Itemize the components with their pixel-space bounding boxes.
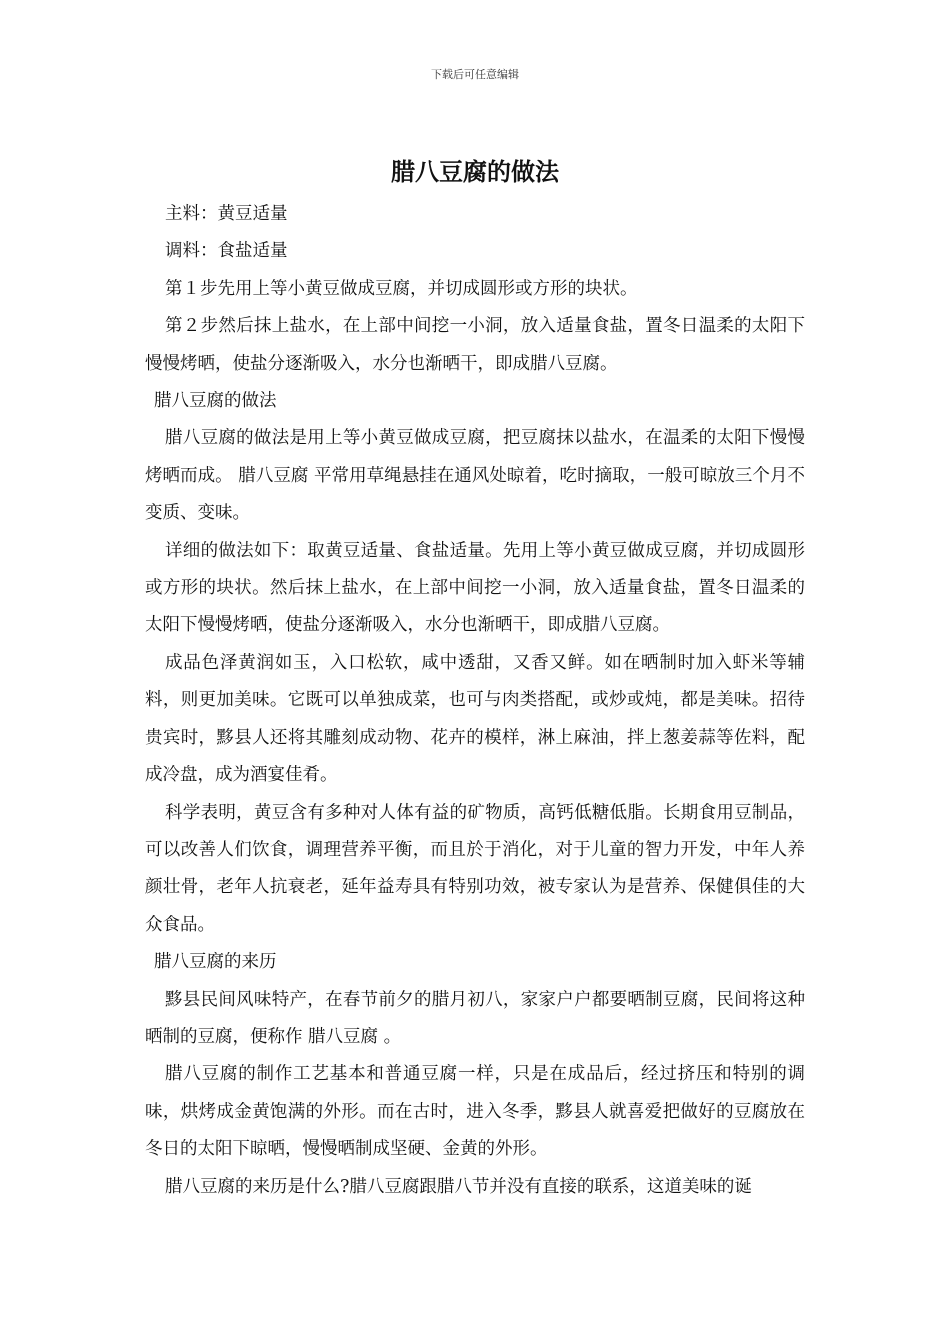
section-heading-method: 腊八豆腐的做法 xyxy=(154,391,277,412)
page-header-note: 下载后可任意编辑 xyxy=(431,68,519,81)
paragraph-origin-3: 腊八豆腐的来历是什么?腊八豆腐跟腊八节并没有直接的联系，这道美味的诞 xyxy=(165,1176,752,1197)
main-ingredient: 主料：黄豆适量 xyxy=(165,204,288,224)
paragraph-nutrition: 科学表明，黄豆含有多种对人体有益的矿物质，高钙低糖低脂。长期食用豆制品，可以改善人们饮食，调理营养平衡，而且於于消化，对于儿童的智力开发，中年人养颜壮骨，老年人抗衰老，延年益寿具有特别功效，被专家认为是营养、保健俱佳的大众食品。 xyxy=(145,802,805,935)
section-heading-origin: 腊八豆腐的来历 xyxy=(154,952,277,973)
page-title: 腊八豆腐的做法 xyxy=(391,158,559,186)
document-body xyxy=(145,196,805,1206)
paragraph-method: 腊八豆腐的做法是用上等小黄豆做成豆腐，把豆腐抹以盐水，在温柔的太阳下慢慢烤晒而成。 腊八豆腐 平常用草绳悬挂在通风处晾着，吃时摘取，一般可晾放三个月不变质、变味。 xyxy=(145,428,805,524)
step-1: 第１步先用上等小黄豆做成豆腐，并切成圆形或方形的块状。 xyxy=(165,278,638,299)
step-2: 第２步然后抹上盐水，在上部中间挖一小洞，放入适量食盐，置冬日温柔的太阳下慢慢烤晒，使盐分逐渐吸入，水分也渐晒干，即成腊八豆腐。 xyxy=(145,316,805,374)
paragraph-origin-2: 腊八豆腐的制作工艺基本和普通豆腐一样，只是在成品后，经过挤压和特别的调味，烘烤成金黄饱满的外形。而在古时，进入冬季，黟县人就喜爱把做好的豆腐放在冬日的太阳下晾晒，慢慢晒制成坚硬、金黄的外形。 xyxy=(145,1064,805,1160)
paragraph-product-quality: 成品色泽黄润如玉，入口松软，咸中透甜，又香又鲜。如在晒制时加入虾米等辅料，则更加美味。它既可以单独成菜，也可与肉类搭配，或炒或炖，都是美味。招待贵宾时，黟县人还将其雕刻成动物、花卉的模样，淋上麻油，拌上葱姜蒜等佐料，配成冷盘，成为酒宴佳肴。 xyxy=(145,652,805,786)
seasoning: 调料：食盐适量 xyxy=(165,241,288,262)
paragraph-origin-1: 黟县民间风味特产，在春节前夕的腊月初八，家家户户都要晒制豆腐，民间将这种晒制的豆腐，便称作 腊八豆腐 。 xyxy=(145,989,805,1047)
paragraph-detailed-method: 详细的做法如下：取黄豆适量、食盐适量。先用上等小黄豆做成豆腐，并切成圆形或方形的块状。然后抹上盐水，在上部中间挖一小洞，放入适量食盐，置冬日温柔的太阳下慢慢烤晒，使盐分逐渐吸入，水分也渐晒干，即成腊八豆腐。 xyxy=(145,540,805,636)
